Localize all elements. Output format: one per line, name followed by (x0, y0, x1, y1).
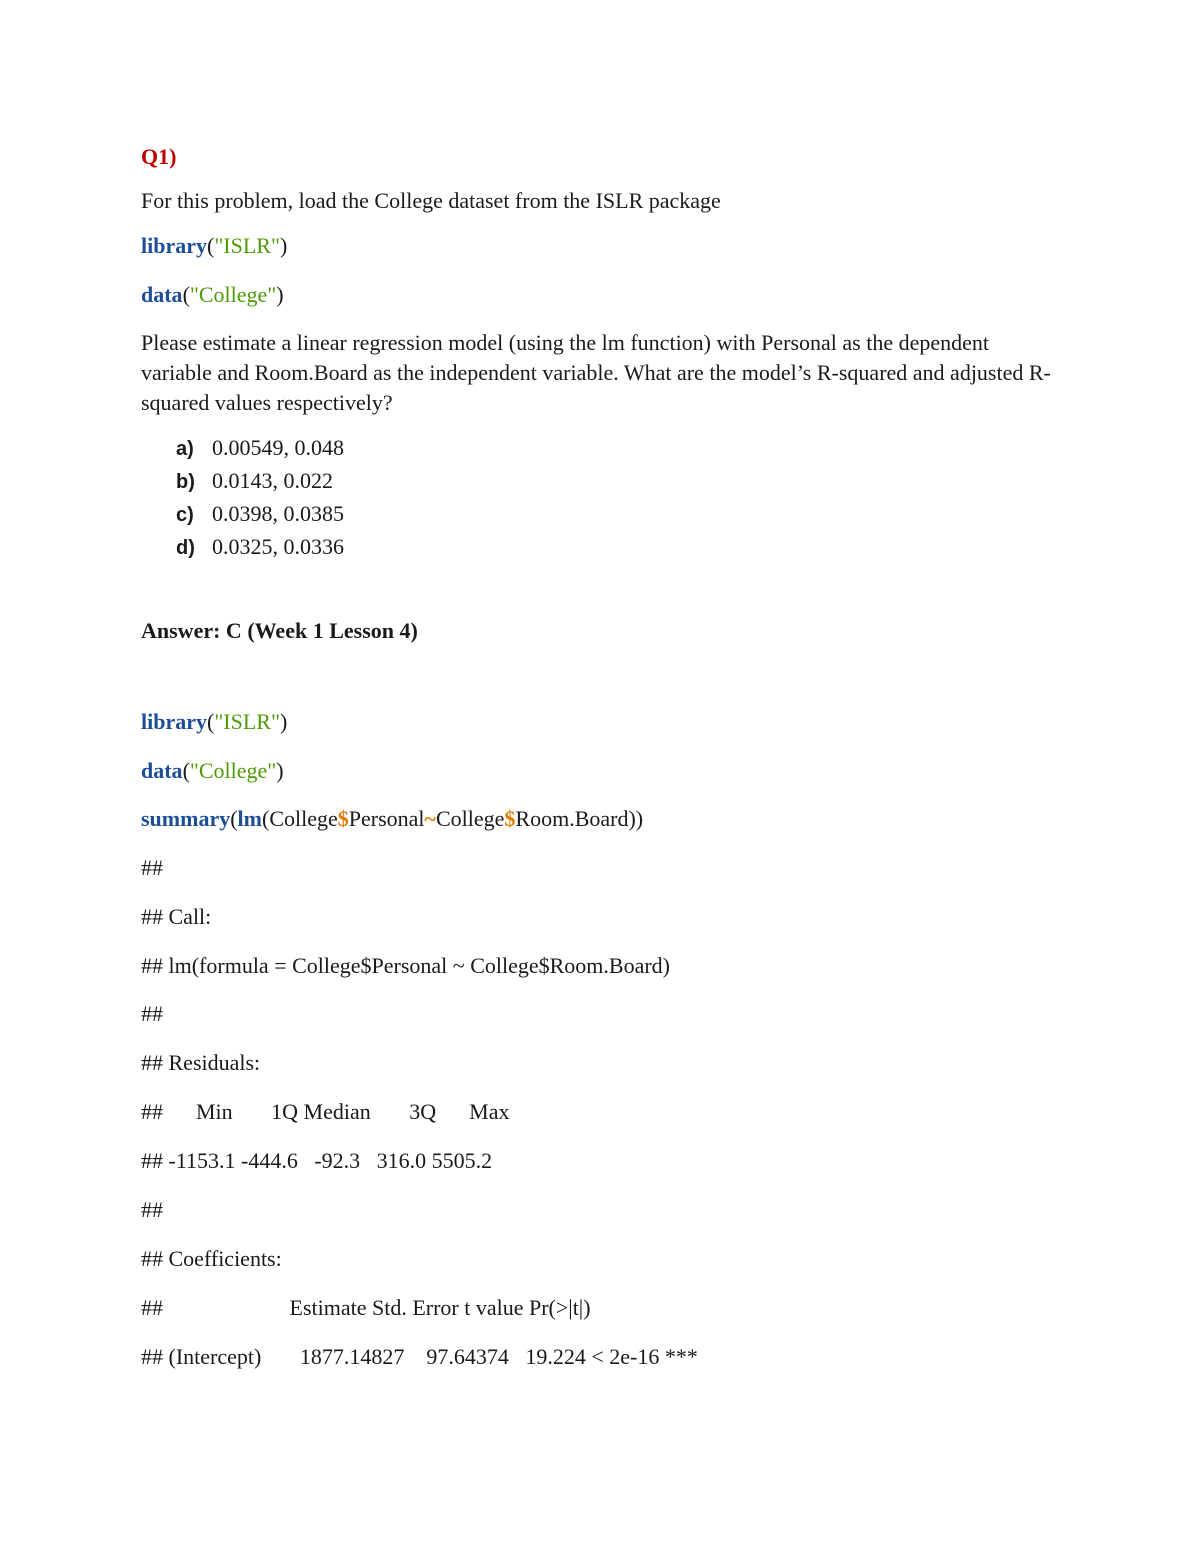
code-paren: ( (207, 709, 215, 734)
output-line: ## Coefficients: (141, 1246, 282, 1271)
code-paren: ( (207, 233, 215, 258)
code-paren: ) (276, 282, 284, 307)
question-title: Q1) (141, 144, 177, 169)
answer-option (176, 432, 344, 465)
code-string: "ISLR" (214, 709, 280, 734)
code-text: (College (262, 806, 338, 831)
answer-option (176, 531, 344, 564)
code-function: summary (141, 806, 231, 831)
solution-summary-call (141, 804, 643, 834)
output-line: ## lm(formula = College$Personal ~ College$Room.Board) (141, 953, 670, 978)
code-line-library (141, 231, 287, 261)
output-line: ## (141, 1001, 163, 1026)
question-intro: For this problem, load the College dataset from the ISLR package (141, 188, 721, 213)
code-text: College (435, 806, 505, 831)
code-operator: $ (337, 806, 349, 831)
answer-option (176, 498, 344, 531)
code-text: Room.Board)) (515, 806, 644, 831)
code-paren: ( (182, 282, 190, 307)
output-line: ## (141, 1197, 163, 1222)
output-line: ## Residuals: (141, 1050, 261, 1075)
solution-code-data (141, 756, 284, 786)
output-line: ## (Intercept) 1877.14827 97.64374 19.224 < 2e-16 *** (141, 1344, 698, 1369)
code-function: lm (237, 806, 262, 831)
answer-options-list (176, 432, 344, 564)
code-string: "College" (189, 282, 277, 307)
code-paren: ( (182, 758, 190, 783)
code-line-data (141, 280, 284, 310)
output-line: ## -1153.1 -444.6 -92.3 316.0 5505.2 (141, 1148, 493, 1173)
code-function: data (141, 282, 183, 307)
code-operator: ~ (424, 806, 436, 831)
option-letter: a) (176, 438, 194, 460)
output-line: ## (141, 855, 163, 880)
code-function: library (141, 233, 207, 258)
code-string: "College" (189, 758, 277, 783)
code-function: library (141, 709, 207, 734)
solution-code-library (141, 707, 287, 737)
option-text: 0.00549, 0.048 (212, 435, 344, 460)
option-text: 0.0398, 0.0385 (212, 501, 344, 526)
code-paren: ( (230, 806, 238, 831)
output-line: ## Estimate Std. Error t value Pr(>|t|) (141, 1295, 591, 1320)
code-paren: ) (276, 758, 284, 783)
code-function: data (141, 758, 183, 783)
code-text: Personal (348, 806, 425, 831)
answer-option (176, 465, 344, 498)
code-paren: ) (279, 233, 288, 258)
code-paren: ) (279, 709, 288, 734)
option-letter: b) (176, 471, 195, 493)
answer-line: Answer: C (Week 1 Lesson 4) (141, 618, 418, 643)
code-string: "ISLR" (214, 233, 280, 258)
output-line: ## Call: (141, 904, 212, 929)
option-text: 0.0325, 0.0336 (212, 534, 344, 559)
output-line: ## Min 1Q Median 3Q Max (141, 1099, 510, 1124)
question-prompt: Please estimate a linear regression model (using the lm function) with Personal as the dependent variable and Room.Board as the independent variable. What are the model’s R-squared and adjusted R-squared values respectively? (141, 330, 1051, 415)
code-operator: $ (504, 806, 516, 831)
option-letter: d) (176, 537, 195, 559)
option-text: 0.0143, 0.022 (212, 468, 333, 493)
option-letter: c) (176, 504, 194, 526)
